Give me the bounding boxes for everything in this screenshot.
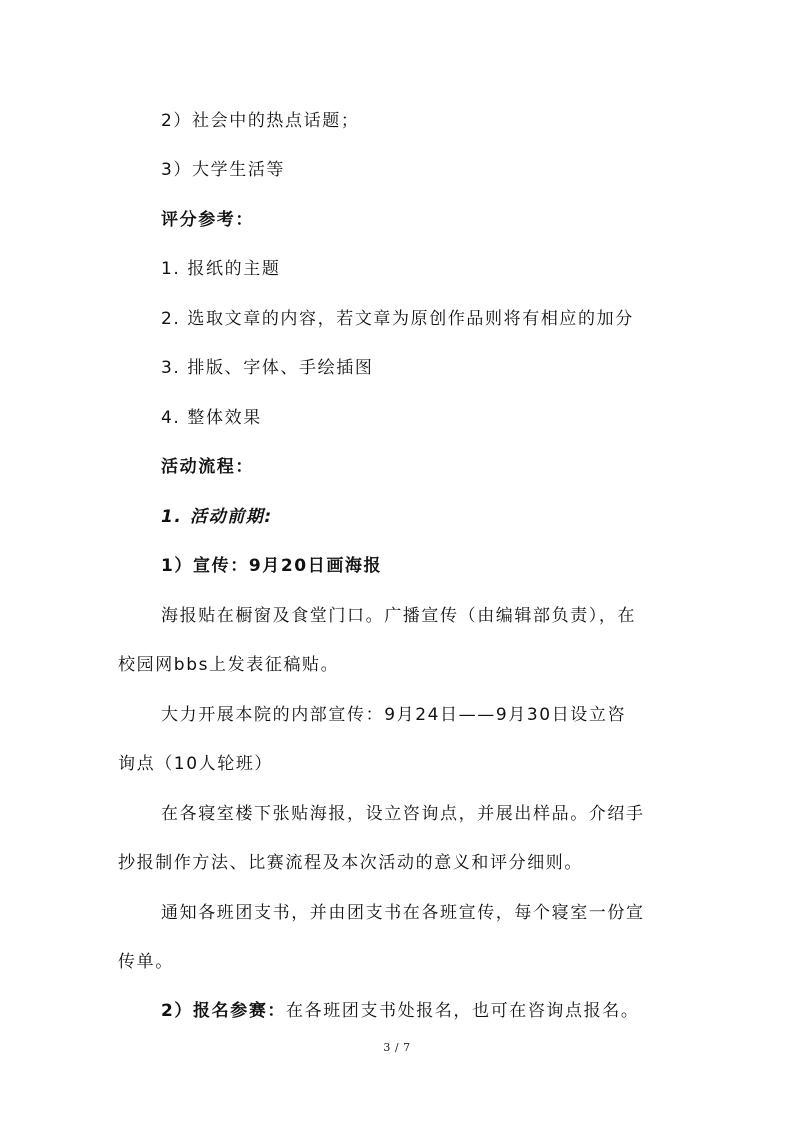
dorm-poster-line-1: 在各寝室楼下张贴海报，设立咨询点，并展出样品。介绍手 — [161, 804, 645, 824]
internal-publicity-line-1: 大力开展本院的内部宣传：9月24日——9月30日设立咨 — [161, 705, 627, 725]
publicity-paragraph-line-1: 海报贴在橱窗及食堂门口。广播宣传（由编辑部负责），在 — [161, 606, 637, 626]
notice-line-2: 传单。 — [118, 952, 174, 972]
signup-label: 2）报名参赛： — [161, 1001, 287, 1021]
publicity-paragraph-line-2: 校园网bbs上发表征稿贴。 — [118, 655, 340, 675]
signup-paragraph — [161, 1001, 639, 1021]
internal-publicity-line-2: 询点（10人轮班） — [118, 754, 274, 774]
scoring-item-1: 1. 报纸的主题 — [161, 259, 281, 279]
phase-heading: 1. 活动前期: — [161, 507, 273, 527]
process-heading: 活动流程： — [161, 457, 254, 477]
page-number: 3 / 7 — [383, 1041, 411, 1054]
scoring-heading: 评分参考： — [161, 210, 254, 230]
signup-text: 在各班团支书处报名，也可在咨询点报名。 — [286, 1001, 640, 1021]
topic-item-3: 3）大学生活等 — [161, 160, 286, 180]
publicity-heading: 1）宣传：9月20日画海报 — [161, 556, 383, 576]
scoring-item-3: 3. 排版、字体、手绘插图 — [161, 358, 374, 378]
scoring-item-2: 2. 选取文章的内容，若文章为原创作品则将有相应的加分 — [161, 309, 634, 329]
dorm-poster-line-2: 抄报制作方法、比赛流程及本次活动的意义和评分细则。 — [118, 853, 583, 873]
notice-line-1: 通知各班团支书，并由团支书在各班宣传，每个寝室一份宣 — [161, 903, 645, 923]
topic-item-2: 2）社会中的热点话题； — [161, 111, 360, 131]
scoring-item-4: 4. 整体效果 — [161, 408, 262, 428]
